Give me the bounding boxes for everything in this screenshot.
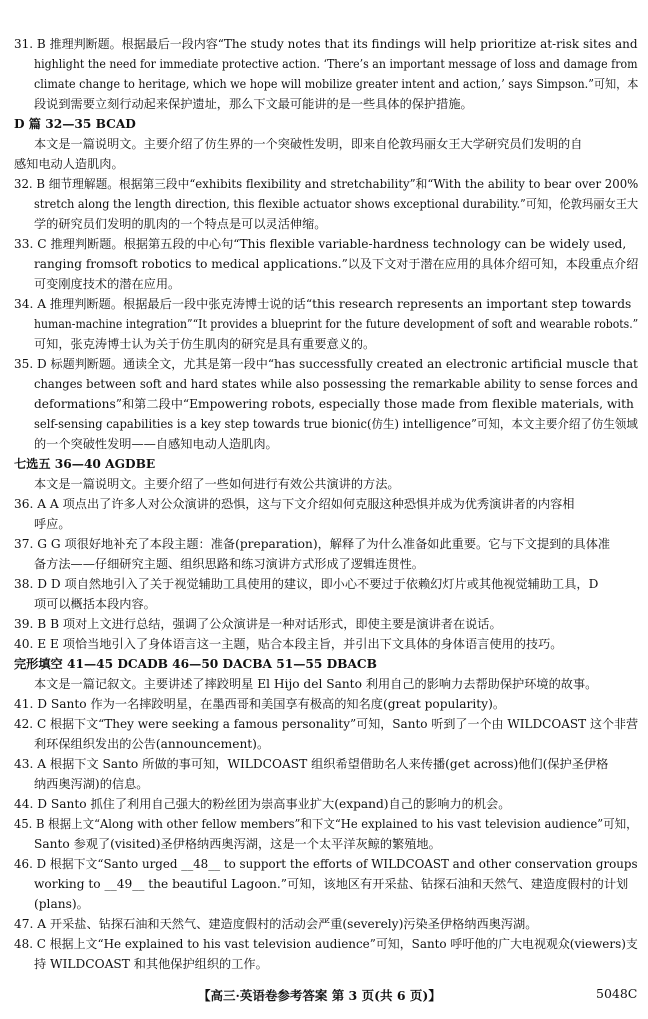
text-line: 37. G G 项很好地补充了本段主题：准备(preparation)，解释了为什么准备如此重要。它与下文提到的具体准 — [14, 537, 611, 551]
text-line: 40. E E 项恰当地引入了身体语言这一主题，贴合本段主旨，并引出下文具体的身体语言使用的技巧。 — [14, 637, 563, 651]
text-line: 呼应。 — [34, 517, 71, 531]
text-line: 持 WILDCOAST 和其他保护组织的工作。 — [34, 957, 268, 971]
text-line: (plans)。 — [34, 897, 89, 911]
text-line: 35. D 标题判断题。通读全文，尤其是第一段中“has successfully created an electronic artificial muscle that — [14, 357, 638, 371]
text-line: working to __49__ the beautiful Lagoon.”可知，该地区有开采盐、钻探石油和天然气、建造度假村的计划 — [34, 877, 629, 891]
text-line: 可变刚度技术的潜在应用。 — [34, 277, 181, 291]
text-line: ranging fromsoft robotics to medical applications.”以及下文对于潜在应用的具体介绍可知，本段重点介绍 — [34, 257, 639, 271]
footer-code: 5048C — [596, 986, 638, 1001]
text-line: 48. C 根据上文“He explained to his vast television audience”可知，Santo 呼吁他的广大电视观众(viewers)支 — [14, 937, 638, 951]
page-footer — [0, 986, 648, 1004]
text-line: 学的研究员们发明的肌肉的一个特点是可以灵活伸缩。 — [34, 217, 327, 231]
text-line: 33. C 推理判断题。根据第五段的中心句“This flexible variable-hardness technology can be widely used, — [14, 237, 627, 251]
text-line: Santo 参观了(visited)圣伊格纳西奥泻湖，这是一个太平洋灰鲸的繁殖地。 — [34, 837, 441, 851]
text-line: 39. B B 项对上文进行总结，强调了公众演讲是一种对话形式，即使主要是演讲者在说话。 — [14, 617, 502, 631]
footer-page-info: 【高三·英语卷参考答案 第 3 页(共 6 页)】 — [198, 988, 441, 1003]
text-line: 利环保组织发出的公告(announcement)。 — [34, 737, 270, 751]
text-line: human-machine integration”“It provides a blueprint for the future development of soft and wearable robots.” — [34, 317, 639, 331]
text-line: 项可以概括本段内容。 — [34, 597, 156, 611]
text-line: 45. B 根据上文“Along with other fellow members”和下文“He explained to his vast television audience”可知， — [14, 817, 638, 831]
text-line: 本文是一篇说明文。主要介绍了一些如何进行有效公共演讲的方法。 — [34, 477, 400, 491]
text-line: 42. C 根据下文“They were seeking a famous personality”可知，Santo 听到了一个由 WILDCOAST 这个非营 — [14, 717, 639, 731]
section-heading: 七选五 36—40 AGDBE — [14, 457, 156, 471]
text-line: 47. A 开采盐、钻探石油和天然气、建造度假村的活动会严重(severely)污染圣伊格纳西奥泻湖。 — [14, 917, 538, 931]
text-line: 38. D D 项自然地引入了关于视觉辅助工具使用的建议，即小心不要过于依赖幻灯片或其他视觉辅助工具，D — [14, 577, 599, 591]
text-line: 本文是一篇记叙文。主要讲述了摔跤明星 El Hijo del Santo 利用自己的影响力去帮助保护环境的故事。 — [34, 677, 598, 691]
text-line: 32. B 细节理解题。根据第三段中“exhibits flexibility and stretchability”和“With the ability to bear over 200% — [14, 177, 639, 191]
text-line: climate change to heritage, which we hope will mobilize greater intent and action,’ says Simpson.”可知，本 — [34, 77, 639, 91]
text-line: highlight the need for immediate protective action. ‘There’s an important message of loss and damage from — [34, 57, 638, 71]
text-line: 46. D 根据下文“Santo urged __48__ to support the efforts of WILDCOAST and other conservation groups — [14, 857, 638, 871]
text-line: 本文是一篇说明文。主要介绍了仿生界的一个突破性发明，即来自伦敦玛丽女王大学研究员们发明的自 — [34, 137, 583, 151]
text-line: 31. B 推理判断题。根据最后一段内容“The study notes that its findings will help prioritize at-risk sites and — [14, 37, 638, 51]
section-heading: D 篇 32—35 BCAD — [14, 117, 136, 131]
text-line: deformations”和第二段中“Empowering robots, especially those made from flexible materials, with — [34, 397, 634, 411]
text-line: 备方法——仔细研究主题、组织思路和练习演讲方式形成了逻辑连贯性。 — [34, 557, 424, 571]
section-heading: 完形填空 41—45 DCADB 46—50 DACBA 51—55 DBACB — [14, 657, 377, 671]
text-line: 感知电动人造肌肉。 — [14, 157, 124, 171]
text-line: 的一个突破性发明——自感知电动人造肌肉。 — [34, 437, 278, 451]
text-line: 41. D Santo 作为一名摔跤明星，在墨西哥和美国享有极高的知名度(great popularity)。 — [14, 697, 506, 711]
text-line: 纳西奥泻湖)的信息。 — [34, 777, 149, 791]
text-line: 段说到需要立刻行动起来保护遗址，那么下文最可能讲的是一些具体的保护措施。 — [34, 97, 473, 111]
text-line: 44. D Santo 抓住了利用自己强大的粉丝团为崇高事业扩大(expand)自己的影响力的机会。 — [14, 797, 511, 811]
text-line: 可知，张克涛博士认为关于仿生肌肉的研究是具有重要意义的。 — [34, 337, 376, 351]
text-line: 43. A 根据下文 Santo 所做的事可知，WILDCOAST 组织希望借助名人来传播(get across)他们(保护圣伊格 — [14, 757, 609, 771]
text-line: self-sensing capabilities is a key step towards true bionic(仿生) intelligence”可知，本文主要介绍了仿生领域 — [34, 417, 638, 431]
text-line: stretch along the length direction, this flexible actuator shows exceptional durability.”可知，伦敦玛丽女王大 — [34, 197, 639, 211]
text-line: 36. A A 项点出了许多人对公众演讲的恐惧，这与下文介绍如何克服这种恐惧并成为优秀演讲者的内容相 — [14, 497, 575, 511]
text-line: 34. A 推理判断题。根据最后一段中张克涛博士说的话“this research represents an important step towards — [14, 297, 632, 311]
text-line: changes between soft and hard states while also possessing the remarkable ability to sense forces and — [34, 377, 638, 391]
